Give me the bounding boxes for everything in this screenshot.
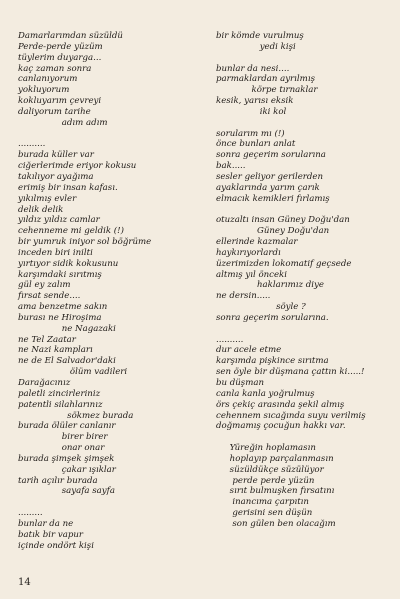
poem-line: tüylerim duyarga... [18, 52, 102, 63]
poem-line: sayafa sayfa [18, 486, 115, 497]
poem-line: ne dersin..... [216, 291, 271, 302]
poem-line: sorularım mı (!) [216, 128, 285, 139]
poem-line: süzüldükçe süzülüyor [216, 464, 324, 475]
poem-line: bu düşman [216, 378, 265, 388]
poem-line: otuzaltı insan Güney Doğu'dan [216, 215, 350, 226]
poem-line: çakar ışıklar [18, 464, 116, 475]
poem-line: cehennem sıcağında suyu verilmiş [216, 410, 366, 421]
poem-line: ölüm vadileri [18, 367, 128, 378]
poem-line: yedi kişi [216, 41, 296, 52]
poem-line: Perde-perde yüzüm [18, 41, 103, 52]
poem-line: adım adım [18, 117, 108, 128]
poem-line: örs çekiç arasında şekil almış [216, 399, 345, 410]
poem-line [216, 432, 392, 443]
poem-line: bir kömde vurulmuş [216, 31, 304, 41]
poem-right-column [216, 31, 392, 530]
poem-line [216, 205, 392, 216]
poem-line: perde perde yüzün [216, 475, 315, 486]
poem-left-column [18, 31, 203, 552]
poem-line: batık bir vapur [18, 529, 83, 540]
poem-line: .......... [216, 334, 244, 345]
poem-line: kaç zaman sonra [18, 63, 92, 74]
poem-line: delik delik [18, 204, 64, 215]
poem-line: hoplayıp parçalanmasın [216, 453, 334, 464]
poem-line: canla kanla yoğrulmuş [216, 388, 315, 399]
poem-line: dur acele etme [216, 345, 282, 356]
poem-line: ne Nagazaki [18, 323, 116, 334]
poem-line: karşımda pişkince sırıtma [216, 356, 329, 367]
poem-line: bir yumruk iniyor sol böğrüme [18, 237, 152, 248]
poem-line: takılıyor ayağıma [18, 171, 94, 182]
poem-line: içinde ondört kişi [18, 540, 94, 551]
poem-line: altmış yıl önceki [216, 269, 288, 280]
poem-line: bunlar da ne [18, 518, 74, 529]
poem-line: .......... [18, 139, 46, 150]
poem-line: sökmez burada [18, 410, 134, 421]
poem-line: inceden biri inilti [18, 247, 93, 258]
poem-line: kokluyarım çevreyi [18, 96, 102, 107]
poem-line: patentli silahlarınız [18, 399, 103, 410]
poem-line: burası ne Hiroşima [18, 312, 102, 323]
poem-line: fırsat sende.... [18, 291, 81, 302]
poem-line: erimiş bir insan kafası. [18, 182, 118, 193]
poem-line: bak..... [216, 161, 246, 172]
poem-line: ne Nazi kampları [18, 345, 93, 356]
poem-line: üzerimizden lokomatif geçsede [216, 258, 352, 269]
poem-line: gerisini sen düşün [216, 508, 313, 519]
poem-line: sen öyle bir düşmana çattın ki.....! [216, 367, 365, 378]
poem-line [216, 53, 392, 64]
poem-line: Güney Doğu'dan [216, 226, 330, 237]
poem-line [18, 129, 203, 140]
poem-line: yıldız yıldız camlar [18, 215, 100, 226]
poem-line [216, 118, 392, 129]
poem-line: ......... [18, 508, 43, 519]
poem-line: inancıma çarpıtın [216, 497, 309, 508]
poem-line: gül ey zalım [18, 280, 71, 291]
poem-line: Damarlarımdan süzüldü [18, 31, 123, 41]
poem-line: paletli zincirleriniz [18, 388, 101, 399]
poem-line: sesler geliyor gerilerden [216, 171, 324, 182]
poem-line: canlanıyorum [18, 74, 78, 85]
poem-line: son gülen ben olacağım [216, 518, 336, 529]
poem-line: önce bunları anlat [216, 139, 296, 150]
poem-line [216, 324, 392, 335]
poem-line: burada ölüler canlanır [18, 421, 116, 432]
poem-line: yokluyorum [18, 85, 70, 96]
poem-line: doğmamış çocuğun hakkı var. [216, 421, 346, 432]
poem-line [18, 497, 203, 508]
poem-line: körpe tırnaklar [216, 85, 318, 96]
poem-line: iki kol [216, 106, 287, 117]
poem-line: ne de El Salvador'daki [18, 356, 116, 367]
poem-line: yıkılmış evler [18, 193, 77, 204]
poem-line: kesik, yarısı eksik [216, 96, 294, 107]
poem-line: birer birer [18, 432, 108, 443]
poem-line: ama benzetme sakın [18, 302, 108, 313]
poem-line: Yüreğin hoplamasın [216, 443, 316, 454]
poem-line: karşımdaki sırıtmış [18, 269, 102, 280]
page-number: 14 [18, 577, 31, 588]
poem-line: bunlar da nesi.... [216, 63, 290, 74]
poem-line: Darağacınız [18, 378, 71, 388]
poem-line: parmaklardan ayrılmış [216, 74, 315, 85]
poem-line: haykırıyorlardı [216, 247, 281, 258]
poem-line: elmacık kemikleri fırlamış [216, 193, 330, 204]
poem-line: burada küller var [18, 150, 94, 161]
poem-line: sırıt bulmuşken fırsatını [216, 486, 335, 497]
poem-line: ne Tel Zaatar [18, 334, 76, 345]
poem-line: haklarımız diye [216, 280, 324, 291]
poem-line: tarih açılır burada [18, 475, 98, 486]
poem-line: yırtıyor sidik kokusunu [18, 258, 119, 269]
poem-line: sonra geçerim sorularına. [216, 312, 329, 323]
poem-line: ellerinde kazmalar [216, 237, 298, 248]
poem-line: onar onar [18, 443, 105, 454]
poem-line: ayaklarında yarım çarık [216, 182, 320, 193]
poem-line: ciğerlerimde eriyor kokusu [18, 161, 137, 172]
poem-line: söyle ? [216, 302, 306, 313]
poem-line: sonra geçerim sorularına [216, 150, 326, 161]
poem-line: burada şimşek şimşek [18, 453, 115, 464]
poem-line: cehenneme mi geldik (!) [18, 226, 124, 237]
poem-line: daliyorum tarihe [18, 106, 91, 117]
